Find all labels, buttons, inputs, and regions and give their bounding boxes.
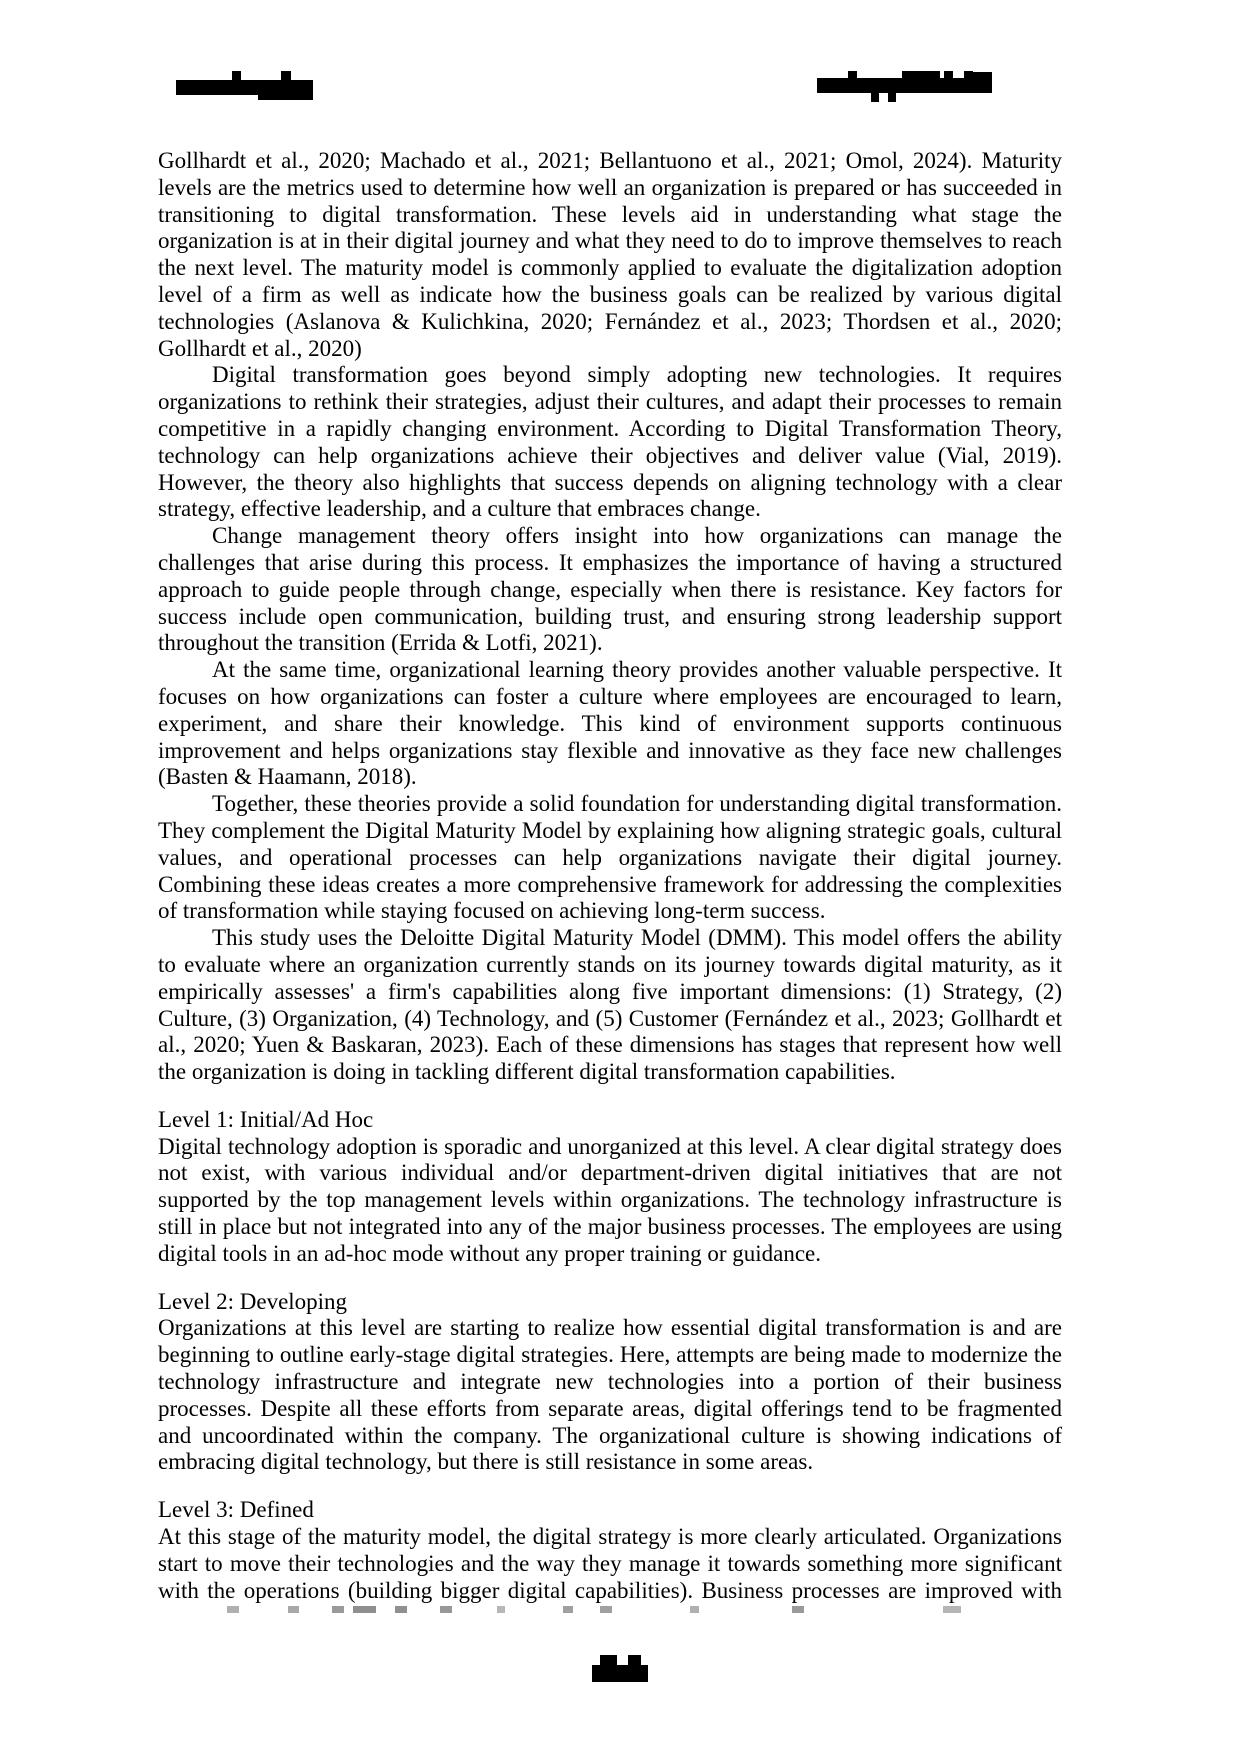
redaction-bar (871, 93, 879, 102)
section-heading-level-3: Level 3: Defined (158, 1497, 314, 1523)
cutoff-mark (690, 1606, 699, 1613)
section-body-level-3: At this stage of the maturity model, the digital strategy is more clearly articulated. Organizations start to move their technologies and the way they manage it towards something more significant with the operations (building bigger digital capabilities). Business processes are improved with (158, 1524, 1062, 1603)
cutoff-mark (395, 1606, 407, 1613)
cutoff-mark (563, 1606, 573, 1613)
redaction-bar (964, 71, 973, 79)
body-paragraph: At the same time, organizational learning theory provides another valuable perspective. It focuses on how organizations can foster a culture where employees are encouraged to learn, experiment, and share their knowledge. This kind of environment supports continuous improvement and helps organizations stay flexible and innovative as they face new challenges (Basten & Haamann, 2018). (158, 657, 1062, 790)
body-paragraph: Together, these theories provide a solid foundation for understanding digital transformation. They complement the Digital Maturity Model by explaining how aligning strategic goals, cultural values, and operational processes can help organizations navigate their digital journey. Combining these ideas creates a more comprehensive framework for addressing the complexities of transformation while staying focused on achieving long-term success. (158, 791, 1062, 924)
redaction-bar (973, 72, 992, 93)
cutoff-mark (440, 1606, 452, 1613)
redaction-bar (817, 78, 992, 93)
cutoff-mark (332, 1606, 344, 1613)
redaction-bar (888, 93, 896, 102)
body-paragraph: Digital transformation goes beyond simply adopting new technologies. It requires organizations to rethink their strategies, adjust their cultures, and adapt their processes to remain competitive in a rapidly changing environment. According to Digital Transformation Theory, technology can help organizations achieve their objectives and deliver value (Vial, 2019). However, the theory also highlights that success depends on aligning technology with a clear strategy, effective leadership, and a culture that embraces change. (158, 362, 1062, 522)
cutoff-mark (227, 1606, 239, 1613)
page-body-text (158, 148, 1062, 1604)
body-paragraph: This study uses the Deloitte Digital Maturity Model (DMM). This model offers the ability to evaluate where an organization currently stands on its journey towards digital maturity, as it empirically assesses' a firm's capabilities along five important dimensions: (1) Strategy, (2) Culture, (3) Organization, (4) Technology, and (5) Customer (Fernández et al., 2023; Gollhardt et al., 2020; Yuen & Baskaran, 2023). Each of these dimensions has stages that represent how well the organization is doing in tackling different digital transformation capabilities. (158, 925, 1062, 1085)
cutoff-mark (288, 1606, 299, 1613)
body-paragraph: Gollhardt et al., 2020; Machado et al., 2021; Bellantuono et al., 2021; Omol, 2024). Maturity levels are the metrics used to determine how well an organization is prepared or has succeeded in transitioning to digital transformation. These levels aid in understanding what stage the organization is at in their digital journey and what they need to do to improve themselves to reach the next level. The maturity model is commonly applied to evaluate the digitalization adoption level of a firm as well as indicate how the business goals can be realized by various digital technologies (Aslanova & Kulichkina, 2020; Fernández et al., 2023; Thordsen et al., 2020; Gollhardt et al., 2020) (158, 148, 1062, 361)
cutoff-mark (792, 1606, 804, 1613)
redaction-bar (258, 92, 313, 100)
redaction-bar (902, 71, 940, 79)
section-heading-level-2: Level 2: Developing (158, 1288, 348, 1314)
redaction-bar (600, 1655, 617, 1666)
redaction-bar (281, 71, 291, 81)
body-paragraph: Change management theory offers insight into how organizations can manage the challenges that arise during this process. It emphasizes the importance of having a structured approach to guide people through change, especially when there is resistance. Key factors for success include open communication, building trust, and ensuring strong leadership support throughout the transition (Errida & Lotfi, 2021). (158, 523, 1062, 656)
cutoff-mark (600, 1606, 612, 1613)
section-body-level-1: Digital technology adoption is sporadic and unorganized at this level. A clear digital strategy does not exist, with various individual and/or department-driven digital initiatives that are not supported by the top management levels within organizations. The technology infrastructure is still in place but not integrated into any of the major business processes. The employees are using digital tools in an ad-hoc mode without any proper training or guidance. (158, 1133, 1062, 1266)
cutoff-mark (497, 1606, 505, 1613)
redaction-bar (848, 71, 857, 79)
cutoff-mark (353, 1606, 376, 1613)
cutoff-mark (943, 1606, 961, 1613)
redaction-bar (628, 1655, 641, 1666)
redaction-bar (592, 1665, 648, 1682)
section-body-level-2: Organizations at this level are starting to realize how essential digital transformation is and are beginning to outline early-stage digital strategies. Here, attempts are being made to modernize the technology infrastructure and integrate new technologies into a portion of their business processes. Despite all these efforts from separate areas, digital offerings tend to be fragmented and uncoordinated within the company. The organizational culture is showing indications of embracing digital technology, but there is still resistance in some areas. (158, 1315, 1062, 1475)
section-heading-level-1: Level 1: Initial/Ad Hoc (158, 1106, 374, 1132)
redaction-bar (232, 71, 241, 81)
redaction-bar (944, 71, 953, 79)
